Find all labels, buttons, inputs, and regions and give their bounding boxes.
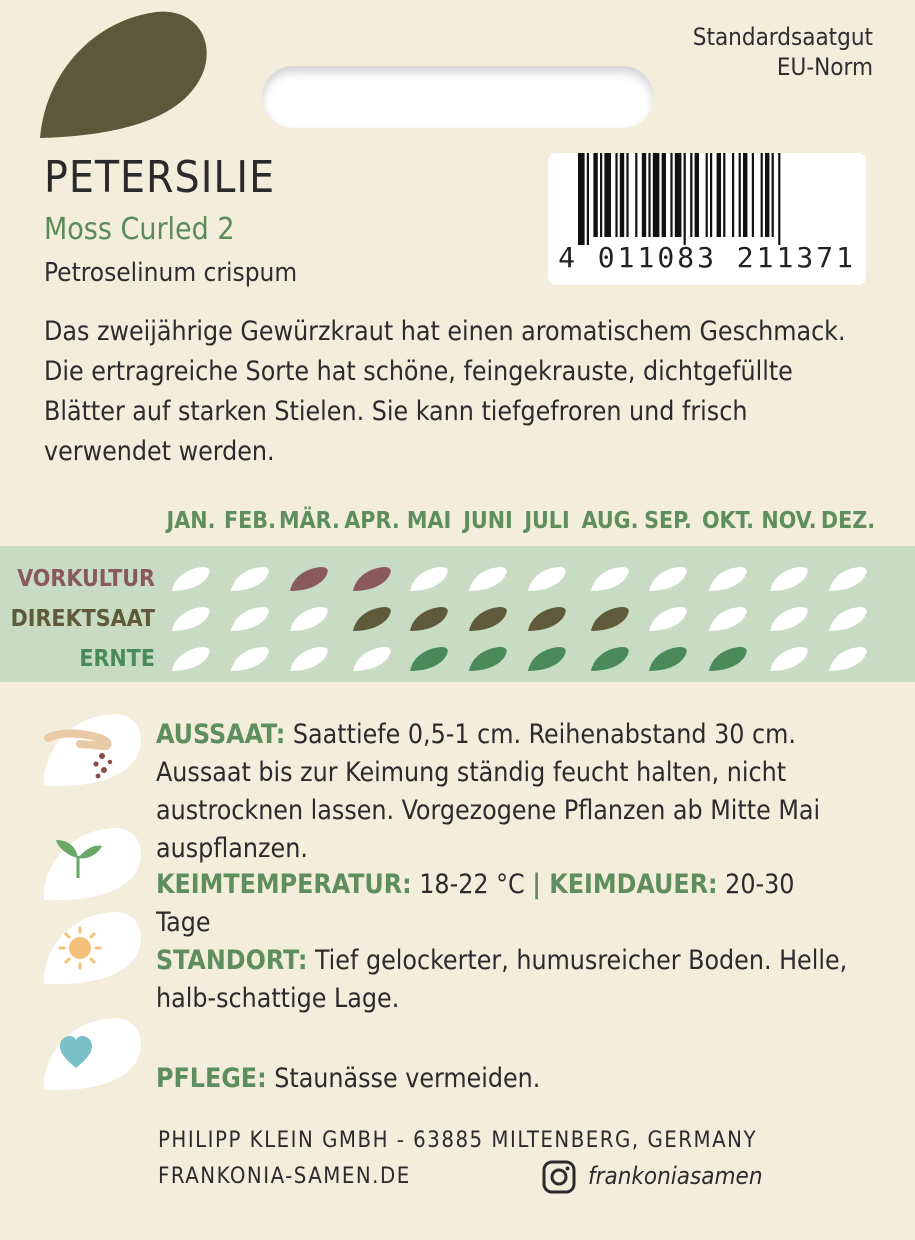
calendar-leaf-inactive [769, 646, 809, 672]
info-aussaat [156, 716, 856, 868]
barcode-bar [765, 153, 769, 237]
barcode-bar [635, 153, 637, 237]
calendar-leaf-active [352, 606, 392, 632]
barcode-bar [626, 153, 628, 237]
calendar-leaf-active [468, 646, 508, 672]
month-label: OKT. [701, 508, 755, 534]
calendar-row-label: ERNTE [79, 646, 155, 672]
product-description: Das zweijährige Gewürzkraut hat einen aromatischem Geschmack. Die ertragreiche Sorte hat schöne, feingekrauste, dichtgefüllte Blätter auf starken Stielen. Sie kann tiefgefroren und frisch verwendet werden. [44, 316, 846, 467]
barcode [548, 153, 866, 285]
calendar-leaf-active [708, 646, 748, 672]
seed-norm [693, 22, 873, 82]
month-label: SEP. [644, 508, 692, 534]
barcode-bar [653, 153, 660, 237]
month-label: APR. [344, 508, 400, 534]
calendar-leaf-inactive [352, 646, 392, 672]
instagram-icon[interactable] [542, 1160, 576, 1194]
barcode-bar [604, 153, 611, 237]
website-link[interactable]: FRANKONIA-SAMEN.DE [158, 1164, 411, 1189]
calendar-leaf-active [527, 606, 567, 632]
barcode-bar [752, 153, 754, 237]
month-label: FEB. [224, 508, 276, 534]
calendar-leaf-active [409, 606, 449, 632]
calendar-leaf-inactive [648, 566, 688, 592]
barcode-bar [772, 153, 774, 237]
info-pflege [156, 1060, 856, 1098]
hand-seeds-icon [40, 712, 144, 790]
calendar-leaf-inactive [828, 646, 868, 672]
calendar-row-label: VORKULTUR [17, 566, 155, 592]
barcode-bar [717, 153, 721, 237]
aussaat-label: AUSSAAT: [156, 719, 286, 750]
keimtemp-text: 18-22 °C [411, 869, 533, 900]
calendar-leaf-inactive [468, 566, 508, 592]
barcode-bar [723, 153, 725, 237]
standort-text: Tief gelockerter, humusreicher Boden. Helle, halb-schattige Lage. [156, 945, 848, 1014]
calendar-leaf-inactive [409, 566, 449, 592]
info-keim [156, 866, 856, 942]
calendar-leaf-inactive [171, 606, 211, 632]
barcode-bar [620, 153, 624, 237]
barcode-bar [684, 153, 686, 245]
barcode-bar [662, 153, 666, 237]
sun-icon [40, 910, 144, 988]
calendar-leaf-inactive [708, 606, 748, 632]
calendar-leaf-inactive [289, 606, 329, 632]
month-label: JULI [524, 508, 570, 534]
calendar-leaf-inactive [289, 646, 329, 672]
month-label: AUG. [581, 508, 639, 534]
calendar-row-label: DIREKTSAAT [10, 606, 155, 632]
calendar-leaf-inactive [648, 606, 688, 632]
month-label: MAI [406, 508, 452, 534]
norm-line-1: Standardsaatgut [692, 23, 873, 51]
calendar-leaf-inactive [171, 646, 211, 672]
barcode-bar [670, 153, 672, 237]
month-label: JAN. [166, 508, 216, 534]
calendar-months [0, 508, 915, 540]
calendar-leaf-inactive [769, 566, 809, 592]
barcode-bar [706, 153, 708, 237]
keimdauer-text: 20-30 Tage [156, 869, 795, 938]
aussaat-text: Saattiefe 0,5-1 cm. Reihenabstand 30 cm. Aussaat bis zur Keimung ständig feucht halten, nicht austrocknen lassen. Vorgezogene Pflanzen ab Mitte Mai auspflanzen. [156, 719, 821, 864]
calendar-leaf-inactive [527, 566, 567, 592]
calendar-leaf-inactive [230, 646, 270, 672]
calendar-leaf-inactive [171, 566, 211, 592]
latin-name: Petroselinum crispum [44, 258, 298, 288]
barcode-bars [578, 153, 848, 245]
barcode-number: 4 011083 211371 [558, 241, 856, 274]
hang-hole [262, 66, 654, 128]
barcode-bar [648, 153, 650, 237]
calendar-leaf-active [648, 646, 688, 672]
calendar-leaf-inactive [590, 566, 630, 592]
month-label: MÄR. [279, 508, 340, 534]
calendar-leaf-inactive [828, 606, 868, 632]
product-title: PETERSILIE [44, 152, 276, 203]
barcode-bar [600, 153, 602, 237]
barcode-bar [690, 153, 692, 237]
seedling-icon [40, 826, 144, 904]
keimdauer-label: KEIMDAUER: [540, 869, 718, 900]
barcode-bar [578, 153, 585, 245]
barcode-bar [761, 153, 763, 237]
barcode-bar [587, 153, 589, 245]
standort-label: STANDORT: [156, 945, 308, 976]
barcode-bar [778, 153, 780, 245]
calendar-leaf-active [527, 646, 567, 672]
calendar-leaf-active [409, 646, 449, 672]
calendar-leaf-active [590, 646, 630, 672]
calendar-leaf-inactive [769, 606, 809, 632]
calendar-leaf-inactive [708, 566, 748, 592]
brand-leaf-logo [36, 10, 208, 142]
calendar-leaf-inactive [828, 566, 868, 592]
info-standort [156, 942, 856, 1018]
month-label: DEZ. [820, 508, 876, 534]
sowing-calendar [0, 546, 915, 682]
calendar-leaf-active [289, 566, 329, 592]
barcode-bar [732, 153, 734, 237]
month-label: JUNI [463, 508, 513, 534]
calendar-leaf-inactive [230, 566, 270, 592]
barcode-bar [615, 153, 617, 237]
month-label: NOV. [761, 508, 817, 534]
barcode-bar [642, 153, 646, 237]
company-address: PHILIPP KLEIN GMBH - 63885 MILTENBERG, GERMANY [158, 1128, 758, 1153]
barcode-bar [739, 153, 741, 237]
instagram-handle[interactable]: frankoniasamen [588, 1162, 763, 1190]
calendar-leaf-active [352, 566, 392, 592]
calendar-leaf-active [468, 606, 508, 632]
barcode-bar [695, 153, 699, 237]
heart-icon [40, 1016, 144, 1094]
keimtemp-label: KEIMTEMPERATUR: [156, 869, 412, 900]
variety-name: Moss Curled 2 [44, 212, 235, 247]
barcode-bar [710, 153, 712, 237]
barcode-bar [675, 153, 682, 237]
calendar-leaf-active [590, 606, 630, 632]
barcode-bar [743, 153, 747, 237]
keim-separator: | [532, 869, 541, 900]
norm-line-2: EU-Norm [776, 53, 873, 81]
pflege-text: Staunässe vermeiden. [266, 1063, 541, 1094]
barcode-bar [593, 153, 597, 237]
pflege-label: PFLEGE: [156, 1063, 267, 1094]
calendar-leaf-inactive [230, 606, 270, 632]
